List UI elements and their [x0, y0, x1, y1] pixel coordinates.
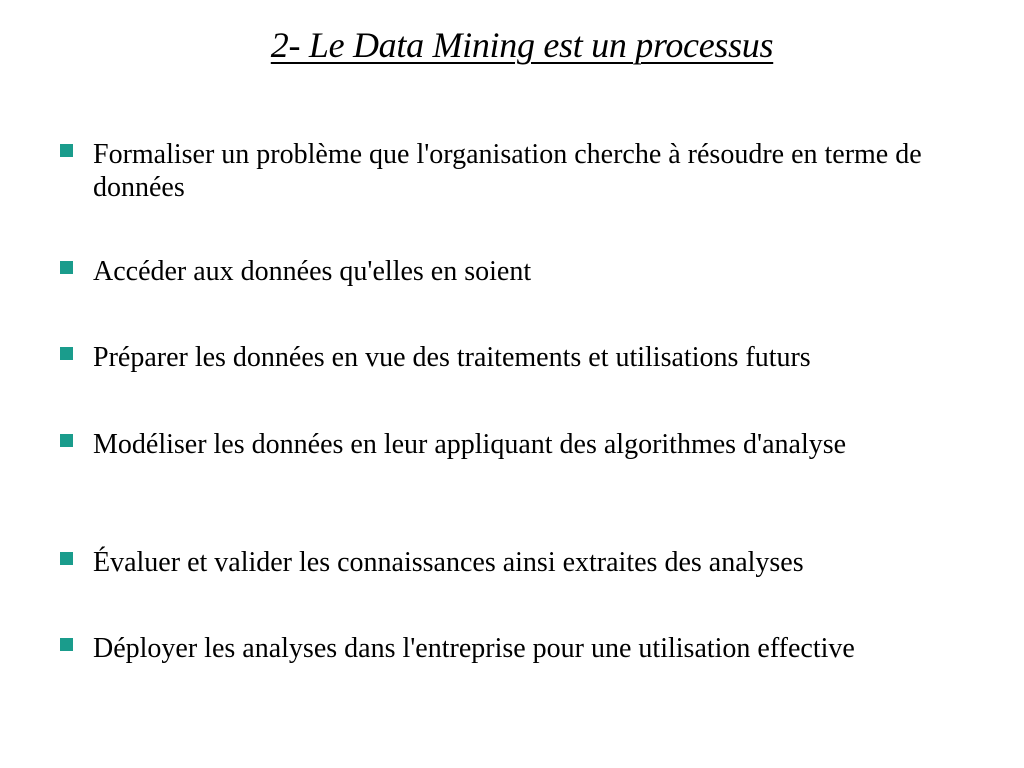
square-bullet-icon: [60, 552, 73, 565]
bullet-text: Préparer les données en vue des traitements et utilisations futurs: [93, 342, 811, 373]
bullet-text: Accéder aux données qu'elles en soient: [93, 256, 532, 287]
bullet-text: Déployer les analyses dans l'entreprise pour une utilisation effective: [93, 633, 855, 664]
square-bullet-icon: [60, 261, 73, 274]
bullet-text: Formaliser un problème que l'organisation cherche à résoudre en terme de données: [93, 139, 922, 203]
square-bullet-icon: [60, 638, 73, 651]
slide-title: 2- Le Data Mining est un processus: [270, 25, 774, 65]
bullet-text: Modéliser les données en leur appliquant des algorithmes d'analyse: [93, 429, 847, 460]
square-bullet-icon: [60, 144, 73, 157]
square-bullet-icon: [60, 434, 73, 447]
bullet-text: Évaluer et valider les connaissances ainsi extraites des analyses: [93, 547, 804, 578]
square-bullet-icon: [60, 347, 73, 360]
